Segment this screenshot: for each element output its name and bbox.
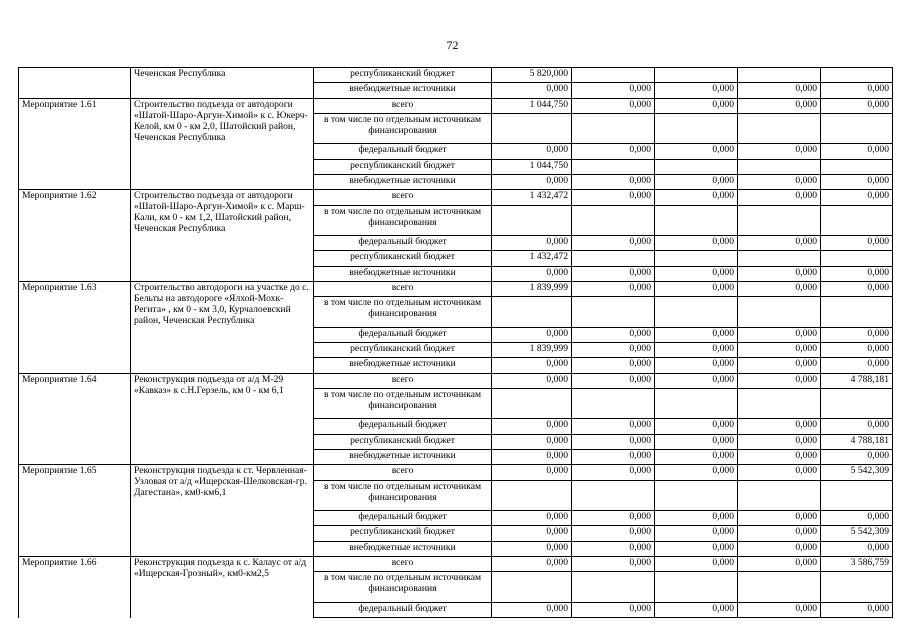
table-row [19, 98, 893, 113]
amount-cell: 0,000 [738, 190, 821, 205]
amount-cell [738, 251, 821, 266]
amount-cell: 0,000 [738, 358, 821, 373]
amount-cell: 0,000 [492, 144, 572, 159]
amount-cell [572, 297, 655, 328]
amount-cell [492, 113, 572, 144]
amount-cell: 0,000 [821, 236, 893, 251]
funding-source-cell: всего [314, 557, 492, 572]
amount-cell: 0,000 [572, 434, 655, 449]
measure-name-cell: Мероприятие 1.64 [19, 373, 131, 465]
amount-cell [572, 205, 655, 236]
measure-name-cell [19, 68, 131, 99]
amount-cell [738, 572, 821, 603]
amount-cell: 0,000 [655, 174, 738, 189]
amount-cell: 1 044,750 [492, 98, 572, 113]
amount-cell: 0,000 [655, 526, 738, 541]
amount-cell: 0,000 [572, 511, 655, 526]
funding-source-cell: федеральный бюджет [314, 602, 492, 617]
amount-cell: 0,000 [821, 541, 893, 556]
amount-cell: 0,000 [738, 450, 821, 465]
amount-cell [572, 572, 655, 603]
funding-source-cell: федеральный бюджет [314, 511, 492, 526]
amount-cell [655, 251, 738, 266]
amount-cell: 0,000 [738, 327, 821, 342]
amount-cell: 0,000 [655, 358, 738, 373]
amount-cell: 0,000 [655, 602, 738, 617]
amount-cell: 0,000 [738, 419, 821, 434]
amount-cell: 0,000 [821, 266, 893, 281]
amount-cell [821, 297, 893, 328]
funding-source-cell: в том числе по отдельным источникам финансирования [314, 388, 492, 419]
amount-cell [821, 572, 893, 603]
amount-cell: 0,000 [572, 236, 655, 251]
measure-name-cell: Мероприятие 1.65 [19, 465, 131, 557]
amount-cell [738, 297, 821, 328]
measure-name-cell: Мероприятие 1.63 [19, 281, 131, 373]
funding-source-cell: федеральный бюджет [314, 327, 492, 342]
amount-cell: 0,000 [572, 266, 655, 281]
funding-source-cell: всего [314, 190, 492, 205]
amount-cell [738, 68, 821, 83]
table-row [19, 373, 893, 388]
amount-cell: 0,000 [738, 526, 821, 541]
amount-cell: 0,000 [655, 541, 738, 556]
amount-cell: 0,000 [655, 465, 738, 480]
amount-cell: 0,000 [572, 343, 655, 358]
amount-cell [572, 68, 655, 83]
amount-cell: 0,000 [821, 281, 893, 296]
measure-description-cell: Строительство автодороги на участке до с. Бельты на автодороге «Ялхой-Мохк-Регита» , км 0 - км 3,0, Курчалоевский район, Чеченская Республика [131, 281, 314, 373]
amount-cell: 0,000 [572, 419, 655, 434]
amount-cell: 0,000 [492, 327, 572, 342]
amount-cell: 0,000 [821, 83, 893, 98]
amount-cell: 0,000 [492, 236, 572, 251]
amount-cell [492, 205, 572, 236]
amount-cell: 1 432,472 [492, 251, 572, 266]
funding-source-cell: внебюджетные источники [314, 266, 492, 281]
funding-source-cell: федеральный бюджет [314, 236, 492, 251]
amount-cell: 0,000 [821, 511, 893, 526]
funding-source-cell: внебюджетные источники [314, 83, 492, 98]
amount-cell: 0,000 [655, 373, 738, 388]
amount-cell: 0,000 [492, 450, 572, 465]
measure-description-cell: Строительство подъезда от автодороги «Шатой-Шаро-Аргун-Химой» к с. Марш-Кали, км 0 - км 1,2, Шатойский район, Чеченская Республика [131, 190, 314, 282]
amount-cell [821, 388, 893, 419]
amount-cell: 0,000 [572, 327, 655, 342]
amount-cell [655, 159, 738, 174]
funding-table [18, 67, 893, 618]
amount-cell [655, 297, 738, 328]
measure-description-cell: Реконструкция подъезда к ст. Червленная-Узловая от а/д «Ищерская-Шелковская-гр. Дагестана», км0-км6,1 [131, 465, 314, 557]
measure-name-cell: Мероприятие 1.62 [19, 190, 131, 282]
measure-description-cell: Реконструкция подъезда к с. Калаус от а/д «Ищерская-Грозный», км0-км2,5 [131, 557, 314, 618]
amount-cell [492, 572, 572, 603]
amount-cell: 0,000 [492, 526, 572, 541]
amount-cell: 0,000 [572, 174, 655, 189]
amount-cell: 1 839,999 [492, 281, 572, 296]
amount-cell: 0,000 [738, 266, 821, 281]
amount-cell [655, 388, 738, 419]
amount-cell [572, 480, 655, 511]
funding-table-body [19, 68, 893, 618]
amount-cell: 3 586,759 [821, 557, 893, 572]
amount-cell: 0,000 [572, 450, 655, 465]
table-row [19, 281, 893, 296]
amount-cell: 0,000 [492, 557, 572, 572]
amount-cell: 0,000 [655, 98, 738, 113]
amount-cell: 0,000 [572, 144, 655, 159]
amount-cell [738, 480, 821, 511]
amount-cell: 0,000 [738, 83, 821, 98]
amount-cell: 5 542,309 [821, 465, 893, 480]
amount-cell: 0,000 [572, 190, 655, 205]
amount-cell [492, 388, 572, 419]
funding-source-cell: республиканский бюджет [314, 434, 492, 449]
funding-source-cell: в том числе по отдельным источникам финансирования [314, 572, 492, 603]
amount-cell: 5 542,309 [821, 526, 893, 541]
amount-cell [572, 388, 655, 419]
amount-cell [655, 572, 738, 603]
amount-cell: 0,000 [821, 343, 893, 358]
amount-cell: 0,000 [738, 511, 821, 526]
amount-cell: 0,000 [572, 98, 655, 113]
amount-cell: 0,000 [492, 541, 572, 556]
amount-cell [821, 251, 893, 266]
funding-source-cell: всего [314, 373, 492, 388]
amount-cell [821, 205, 893, 236]
amount-cell [738, 205, 821, 236]
amount-cell: 0,000 [655, 236, 738, 251]
amount-cell [655, 205, 738, 236]
amount-cell: 0,000 [738, 98, 821, 113]
amount-cell: 0,000 [738, 373, 821, 388]
funding-source-cell: в том числе по отдельным источникам финансирования [314, 297, 492, 328]
amount-cell [572, 251, 655, 266]
amount-cell: 0,000 [572, 373, 655, 388]
amount-cell [821, 480, 893, 511]
amount-cell: 0,000 [492, 358, 572, 373]
table-row [19, 557, 893, 572]
amount-cell [655, 68, 738, 83]
page-number: 72 [446, 38, 459, 52]
amount-cell: 0,000 [655, 557, 738, 572]
measure-description-cell: Строительство подъезда от автодороги «Шатой-Шаро-Аргун-Химой» к с. Юкерч-Келой, км 0 - км 2,0, Шатойский район, Чеченская Республика [131, 98, 314, 190]
amount-cell: 0,000 [655, 83, 738, 98]
amount-cell: 0,000 [821, 190, 893, 205]
amount-cell [492, 480, 572, 511]
amount-cell: 0,000 [821, 419, 893, 434]
amount-cell: 0,000 [738, 602, 821, 617]
amount-cell: 1 432,472 [492, 190, 572, 205]
amount-cell: 0,000 [655, 190, 738, 205]
amount-cell: 0,000 [492, 266, 572, 281]
amount-cell: 0,000 [572, 83, 655, 98]
measure-description-cell: Чеченская Республика [131, 68, 314, 99]
table-row [19, 465, 893, 480]
amount-cell: 0,000 [492, 465, 572, 480]
amount-cell: 0,000 [738, 465, 821, 480]
amount-cell: 0,000 [572, 602, 655, 617]
amount-cell: 0,000 [821, 174, 893, 189]
amount-cell [821, 159, 893, 174]
amount-cell: 0,000 [492, 83, 572, 98]
funding-source-cell: в том числе по отдельным источникам финансирования [314, 205, 492, 236]
funding-source-cell: республиканский бюджет [314, 159, 492, 174]
amount-cell: 0,000 [492, 434, 572, 449]
amount-cell: 0,000 [655, 144, 738, 159]
amount-cell: 0,000 [492, 373, 572, 388]
amount-cell [738, 159, 821, 174]
amount-cell: 0,000 [655, 511, 738, 526]
amount-cell: 0,000 [821, 450, 893, 465]
amount-cell: 0,000 [655, 281, 738, 296]
amount-cell: 0,000 [572, 281, 655, 296]
amount-cell: 0,000 [655, 419, 738, 434]
funding-source-cell: внебюджетные источники [314, 358, 492, 373]
amount-cell [492, 297, 572, 328]
amount-cell: 0,000 [492, 511, 572, 526]
amount-cell: 5 820,000 [492, 68, 572, 83]
amount-cell: 0,000 [572, 526, 655, 541]
funding-source-cell: в том числе по отдельным источникам финансирования [314, 113, 492, 144]
funding-source-cell: федеральный бюджет [314, 419, 492, 434]
amount-cell: 0,000 [821, 358, 893, 373]
funding-source-cell: федеральный бюджет [314, 144, 492, 159]
funding-source-cell: республиканский бюджет [314, 343, 492, 358]
amount-cell: 0,000 [655, 343, 738, 358]
funding-source-cell: республиканский бюджет [314, 526, 492, 541]
amount-cell: 0,000 [738, 343, 821, 358]
amount-cell: 1 044,750 [492, 159, 572, 174]
amount-cell: 0,000 [738, 557, 821, 572]
amount-cell: 4 788,181 [821, 373, 893, 388]
funding-source-cell: в том числе по отдельным источникам финансирования [314, 480, 492, 511]
funding-source-cell: внебюджетные источники [314, 174, 492, 189]
amount-cell [572, 113, 655, 144]
amount-cell [655, 113, 738, 144]
amount-cell: 0,000 [655, 450, 738, 465]
funding-source-cell: республиканский бюджет [314, 251, 492, 266]
funding-source-cell: республиканский бюджет [314, 68, 492, 83]
funding-source-cell: внебюджетные источники [314, 541, 492, 556]
amount-cell: 0,000 [821, 602, 893, 617]
table-row [19, 190, 893, 205]
amount-cell: 0,000 [655, 434, 738, 449]
amount-cell: 0,000 [572, 541, 655, 556]
funding-source-cell: внебюджетные источники [314, 450, 492, 465]
amount-cell: 0,000 [492, 419, 572, 434]
amount-cell: 0,000 [655, 266, 738, 281]
funding-source-cell: всего [314, 98, 492, 113]
amount-cell: 0,000 [655, 327, 738, 342]
amount-cell [655, 480, 738, 511]
amount-cell [821, 113, 893, 144]
amount-cell [738, 388, 821, 419]
amount-cell: 0,000 [738, 541, 821, 556]
amount-cell [738, 113, 821, 144]
amount-cell: 0,000 [738, 281, 821, 296]
table-row [19, 68, 893, 83]
measure-name-cell: Мероприятие 1.61 [19, 98, 131, 190]
amount-cell: 4 788,181 [821, 434, 893, 449]
amount-cell: 0,000 [738, 236, 821, 251]
amount-cell: 0,000 [492, 602, 572, 617]
amount-cell: 0,000 [738, 144, 821, 159]
amount-cell: 1 839,999 [492, 343, 572, 358]
amount-cell: 0,000 [821, 98, 893, 113]
funding-source-cell: всего [314, 465, 492, 480]
amount-cell: 0,000 [821, 144, 893, 159]
amount-cell: 0,000 [572, 358, 655, 373]
funding-source-cell: всего [314, 281, 492, 296]
amount-cell: 0,000 [738, 434, 821, 449]
amount-cell: 0,000 [821, 327, 893, 342]
amount-cell: 0,000 [572, 557, 655, 572]
measure-description-cell: Реконструкция подъезда от а/д М-29 «Кавказ» к с.Н.Герзель, км 0 - км 6,1 [131, 373, 314, 465]
amount-cell [821, 68, 893, 83]
amount-cell: 0,000 [738, 174, 821, 189]
amount-cell: 0,000 [492, 174, 572, 189]
amount-cell [572, 159, 655, 174]
measure-name-cell: Мероприятие 1.66 [19, 557, 131, 618]
amount-cell: 0,000 [572, 465, 655, 480]
